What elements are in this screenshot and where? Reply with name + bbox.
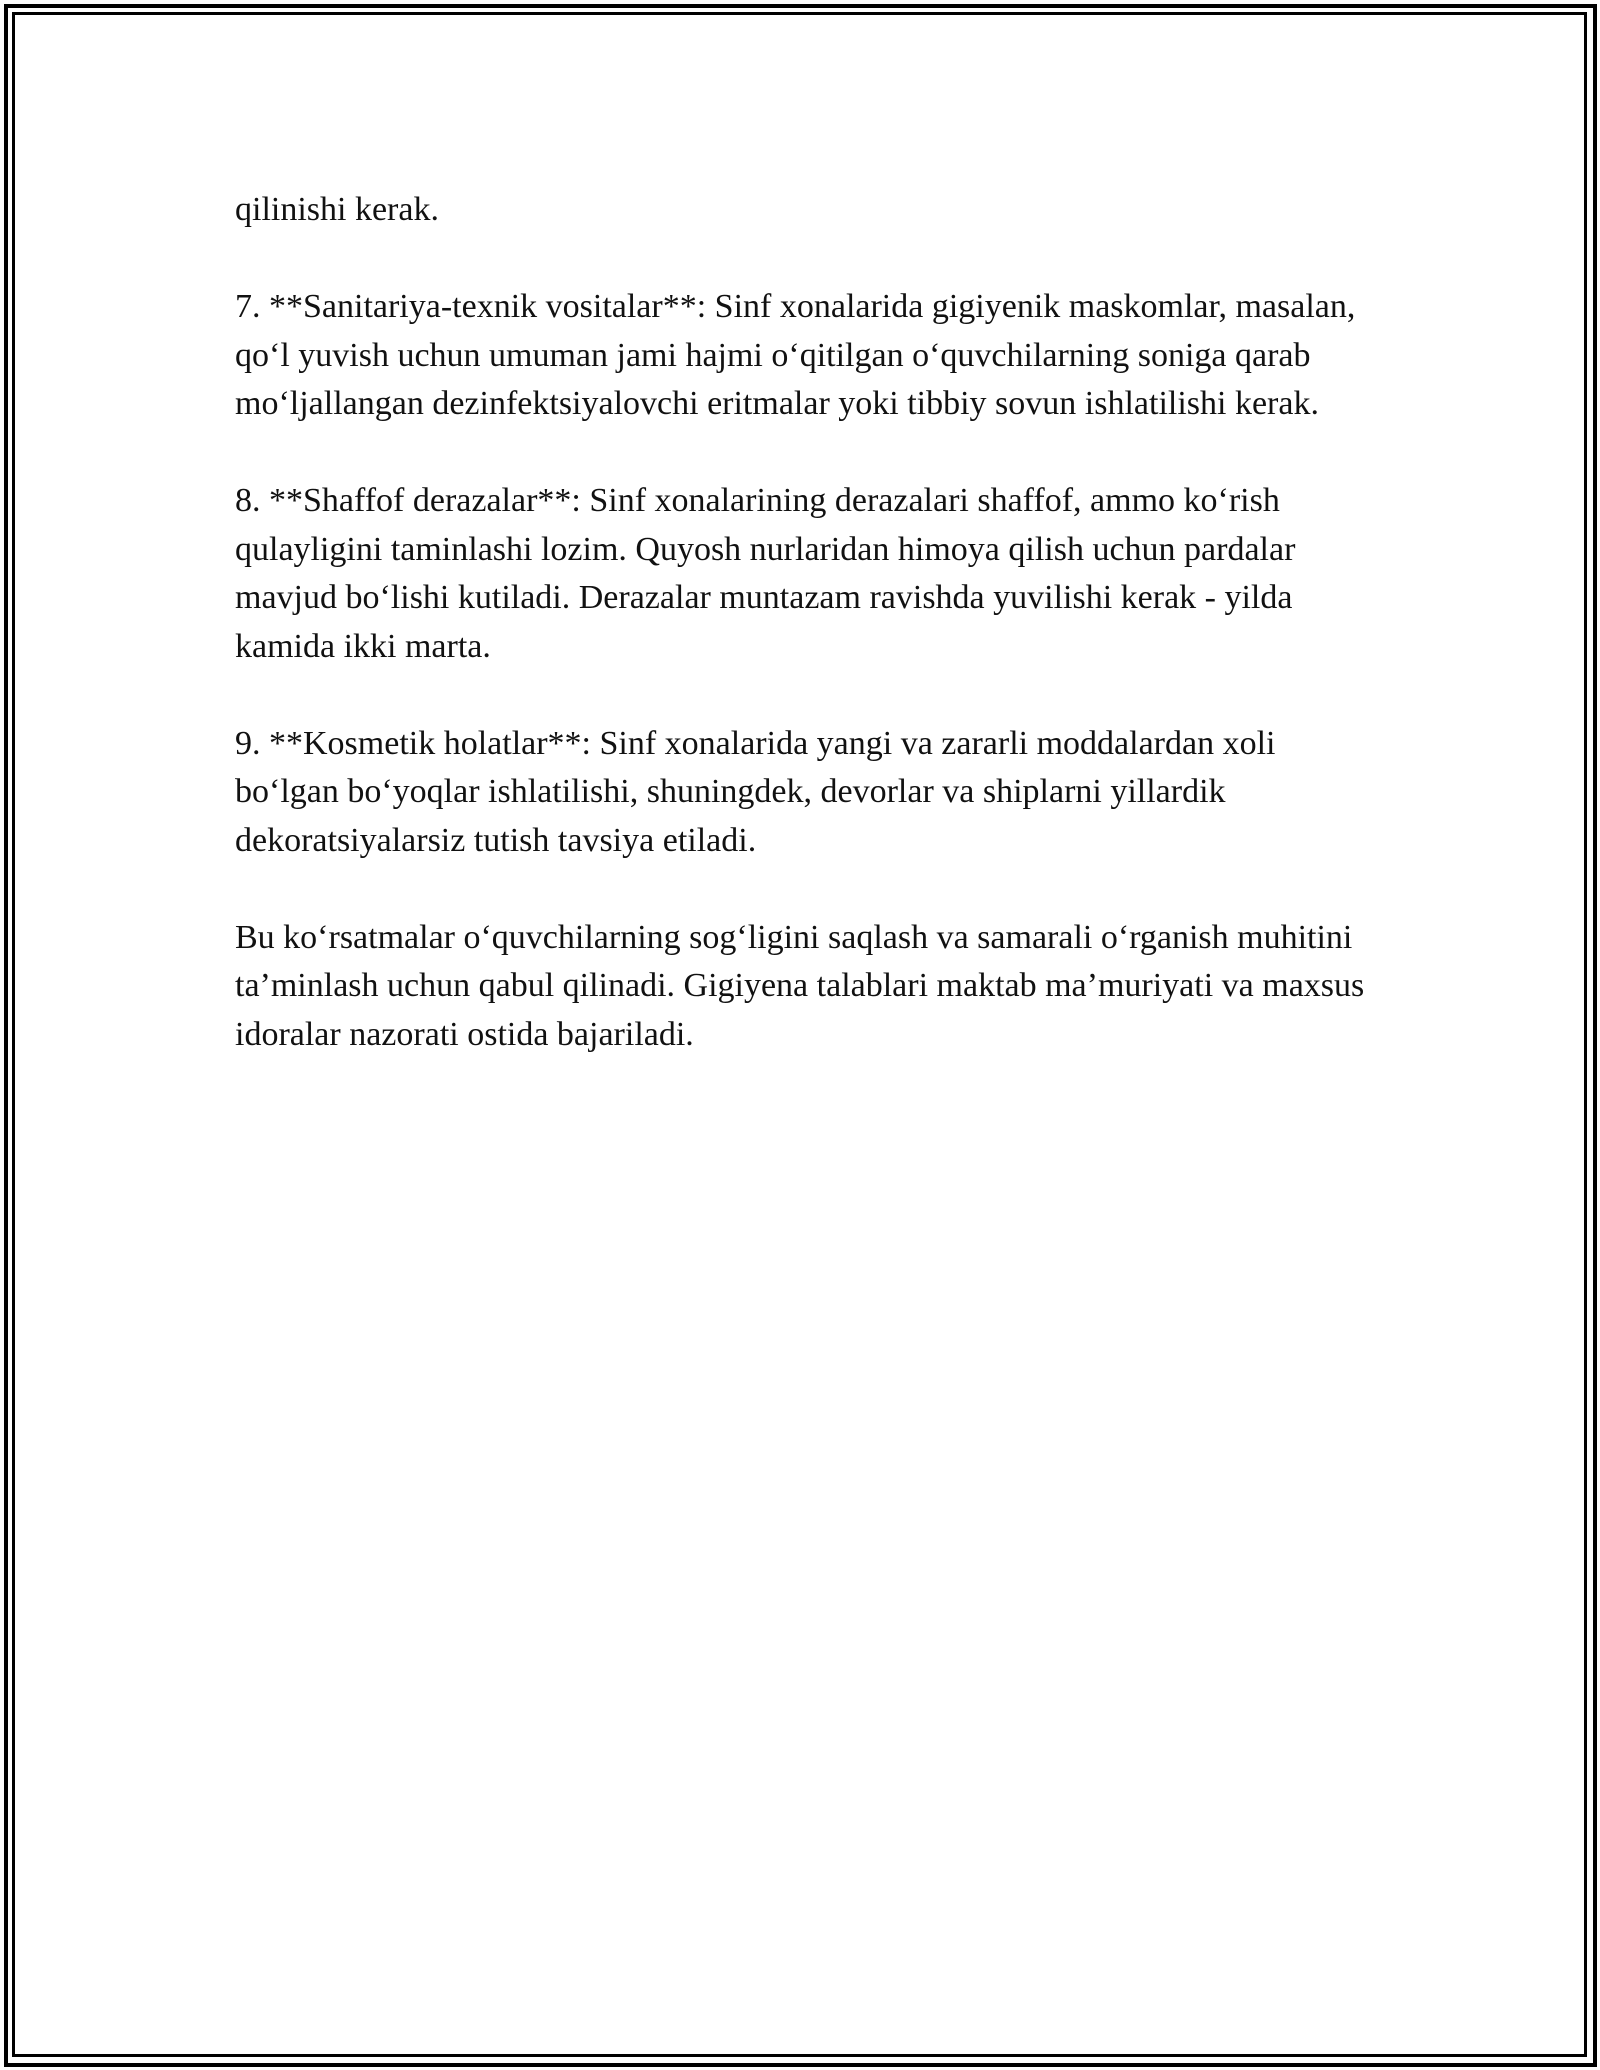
paragraph-conclusion: Bu ko‘rsatmalar o‘quvchilarning sog‘ligini saqlash va samarali o‘rganish muhitini ta’minlash uchun qabul qilinadi. Gigiyena talablari maktab ma’muriyati va maxsus idoralar nazorati ostida bajariladi. bbox=[235, 918, 1365, 1053]
paragraph-item-8: 8. **Shaffof derazalar**: Sinf xonalarining derazalari shaffof, ammo ko‘rish qulayligini taminlashi lozim. Quyosh nurlaridan himoya qilish uchun pardalar mavjud bo‘lishi kutiladi. Derazalar muntazam ravishda yuvilishi kerak - yilda kamida ikki marta. bbox=[235, 482, 1296, 665]
paragraph-item-7: 7. **Sanitariya-texnik vositalar**: Sinf xonalarida gigiyenik maskomlar, masalan, qo‘l yuvish uchun umuman jami hajmi o‘qitilgan o‘quvchilarning soniga qarab mo‘ljallangan dezinfektsiyalovchi eritmalar yoki tibbiy sovun ishlatilishi kerak. bbox=[235, 288, 1356, 422]
paragraph-continuation: qilinishi kerak. bbox=[235, 191, 439, 228]
paragraph-item-9: 9. **Kosmetik holatlar**: Sinf xonalarida yangi va zararli moddalardan xoli bo‘lgan bo‘yoqlar ishlatilishi, shuningdek, devorlar va shiplarni yillardik dekoratsiyalarsiz tutish tavsiya etiladi. bbox=[235, 724, 1276, 859]
document-body bbox=[235, 186, 1375, 1059]
